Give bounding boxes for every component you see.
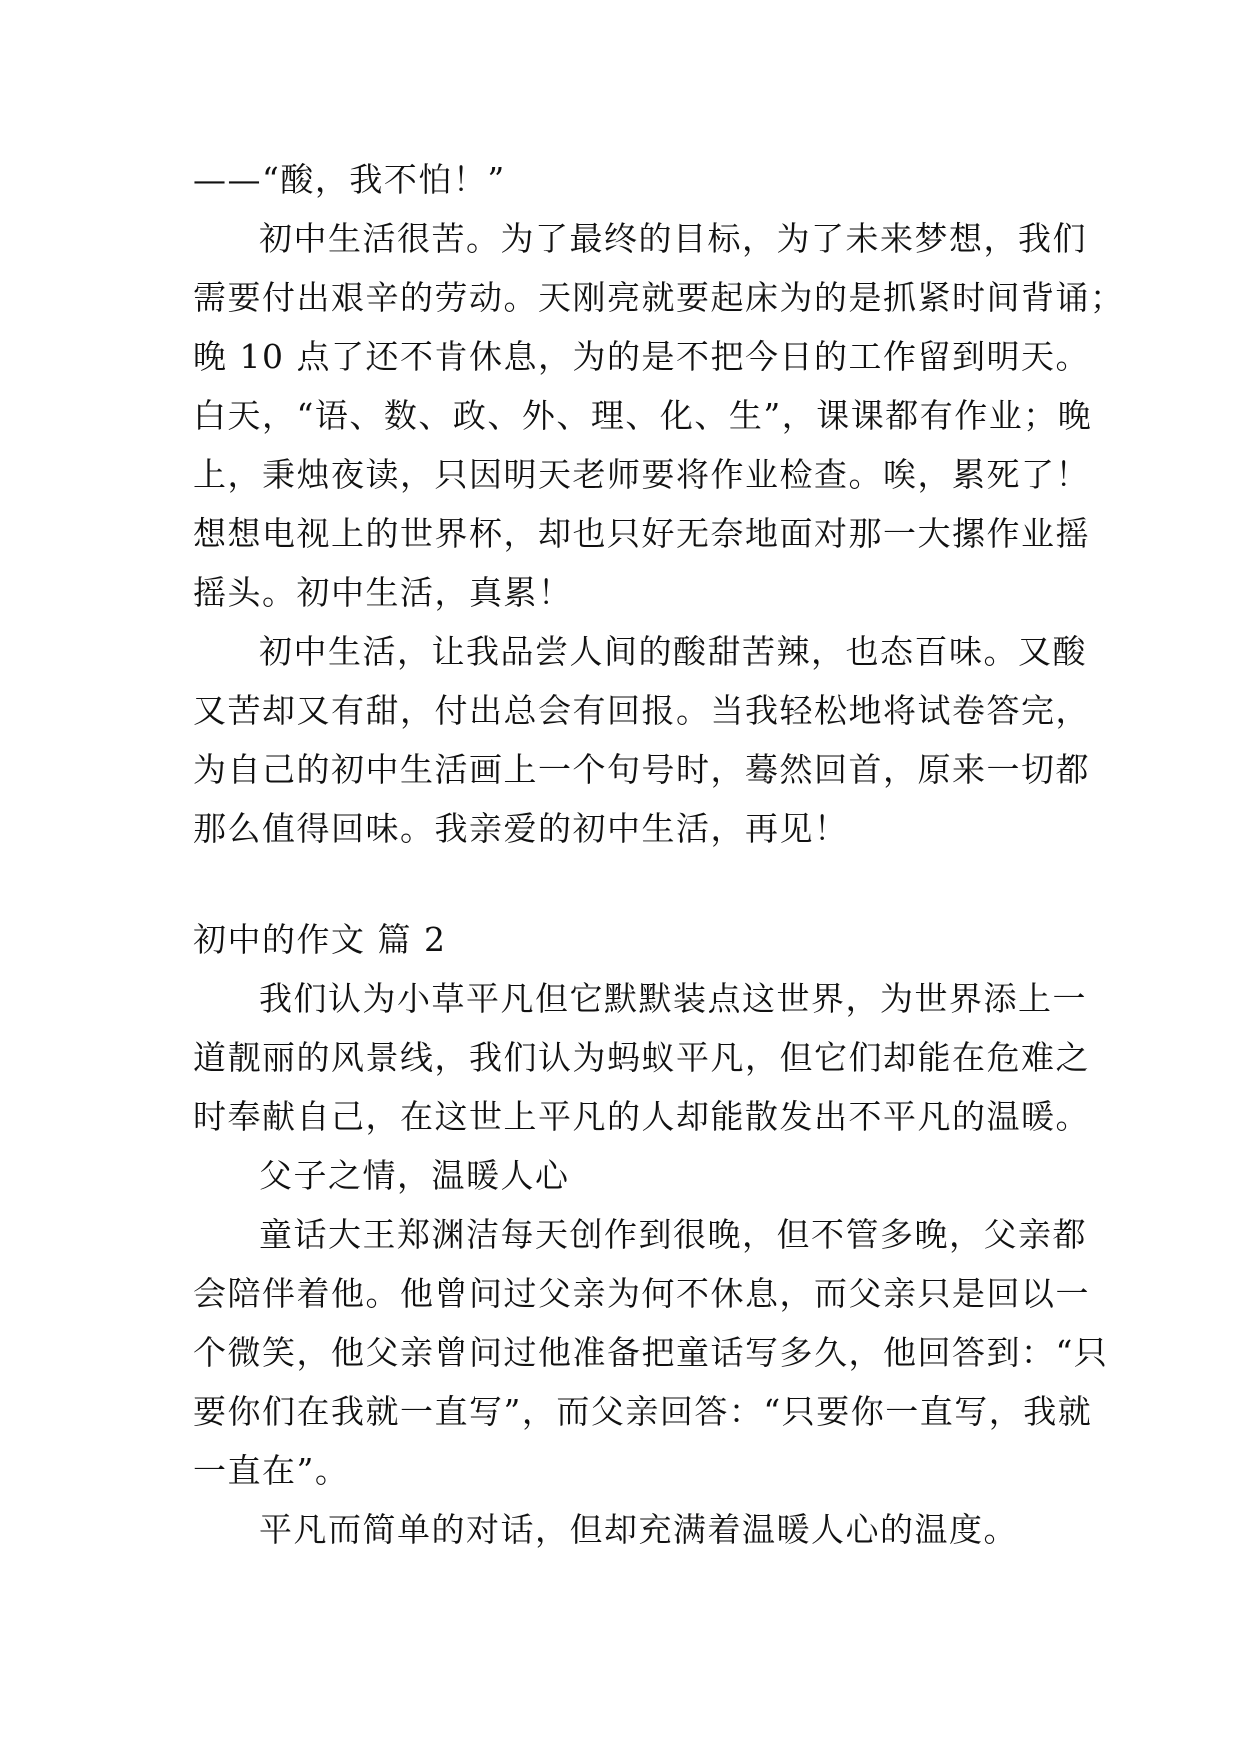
text-line: 要你们在我就一直写”，而父亲回答：“只要你一直写，我就: [193, 1392, 1093, 1431]
paragraph-first-line: 平凡而简单的对话，但却充满着温暖人心的温度。: [259, 1510, 1018, 1549]
text-line: 想想电视上的世界杯，却也只好无奈地面对那一大摞作业摇: [193, 514, 1090, 553]
text-line: 那么值得回味。我亲爱的初中生活，再见！: [193, 809, 849, 848]
section-heading: 初中的作文 篇 2: [193, 920, 447, 959]
text-line: 时奉献自己，在这世上平凡的人却能散发出不平凡的温暖。: [193, 1097, 1090, 1136]
text-line: 为自己的初中生活画上一个句号时，蓦然回首，原来一切都: [193, 750, 1090, 789]
text-line: 会陪伴着他。他曾问过父亲为何不休息，而父亲只是回以一: [193, 1274, 1090, 1313]
text-line: 一直在”。: [193, 1451, 350, 1490]
paragraph-first-line: 我们认为小草平凡但它默默装点这世界，为世界添上一: [259, 979, 1087, 1018]
text-line: 白天，“语、数、政、外、理、化、生”，课课都有作业；晚: [193, 396, 1093, 435]
document-page: [193, 150, 1125, 1559]
paragraph-first-line: 童话大王郑渊洁每天创作到很晚，但不管多晚，父亲都: [259, 1215, 1087, 1254]
text-line: 个微笑，他父亲曾问过他准备把童话写多久，他回答到：“只: [193, 1333, 1109, 1372]
text-line: 需要付出艰辛的劳动。天刚亮就要起床为的是抓紧时间背诵；: [193, 278, 1125, 317]
paragraph-first-line: 初中生活很苦。为了最终的目标，为了未来梦想，我们: [259, 219, 1087, 258]
text-line: 上，秉烛夜读，只因明天老师要将作业检查。唉，累死了！: [193, 455, 1090, 494]
text-line: ——“酸，我不怕！”: [193, 160, 506, 199]
text-line: 又苦却又有甜，付出总会有回报。当我轻松地将试卷答完，: [193, 691, 1090, 730]
paragraph-first-line: 初中生活，让我品尝人间的酸甜苦辣，也态百味。又酸: [259, 632, 1087, 671]
text-line: 摇头。初中生活，真累！: [193, 573, 573, 612]
text-line: 道靓丽的风景线，我们认为蚂蚁平凡，但它们却能在危难之: [193, 1038, 1090, 1077]
text-line: 晚 10 点了还不肯休息，为的是不把今日的工作留到明天。: [193, 337, 1090, 376]
subheading-line: 父子之情，温暖人心: [259, 1156, 570, 1195]
